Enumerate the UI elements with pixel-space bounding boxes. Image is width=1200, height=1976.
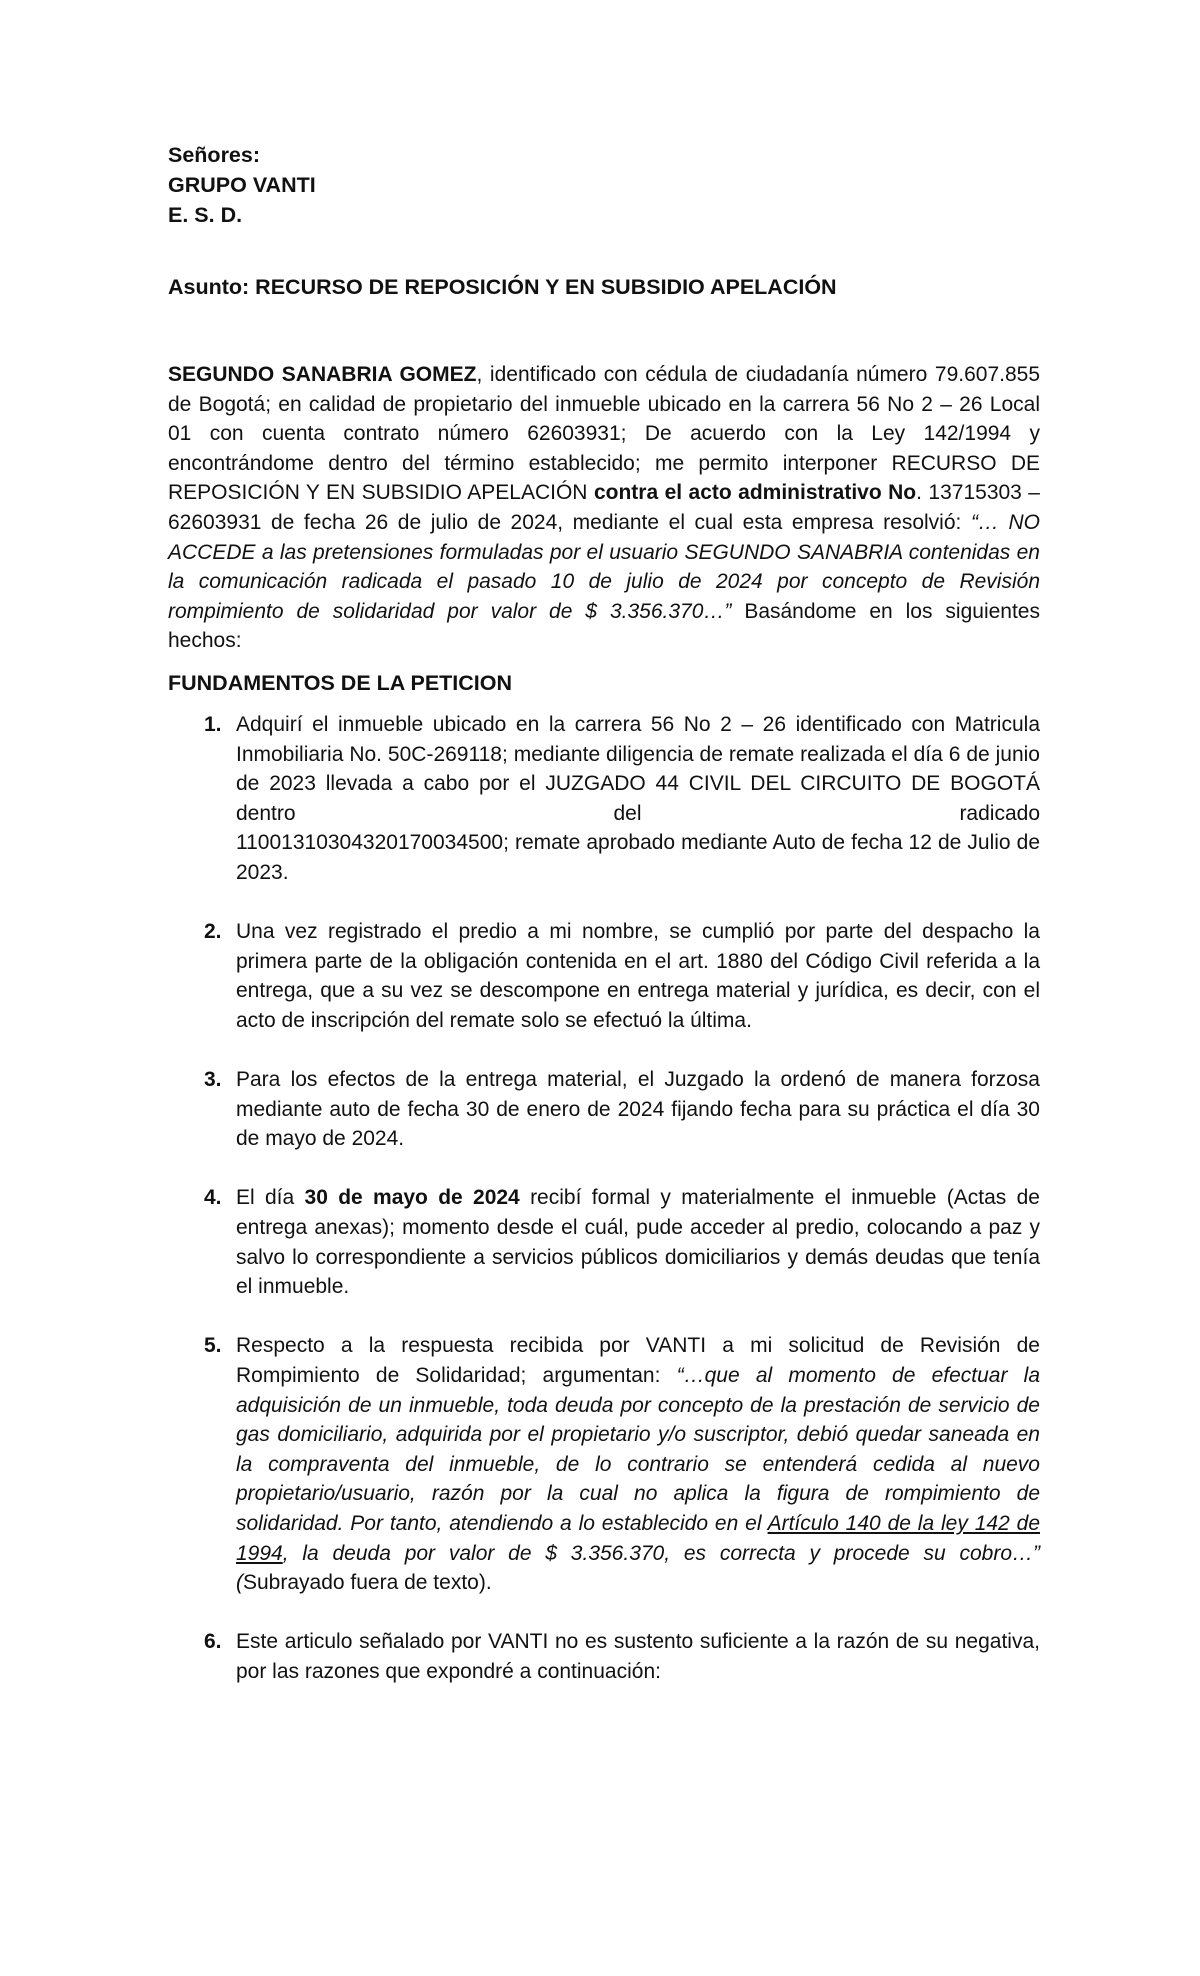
item-5-law-reference: Artículo 140 de la ley 142 de 1994 [236,1511,1040,1565]
list-item-2 [168,917,1040,1035]
list-item-1 [168,710,1040,888]
subject-line: Asunto: RECURSO DE REPOSICIÓN Y EN SUBSIDIO APELACIÓN [168,275,837,299]
list-number: 4. [204,1186,222,1210]
list-number: 5. [204,1334,222,1358]
item-6-text: Este articulo señalado por VANTI no es sustento suficiente a la razón de su negativa, por las razones que expondré a continuación: [236,1630,1040,1683]
recipient-abbrev: E. S. D. [168,203,243,227]
list-item-6 [168,1627,1040,1686]
item-1-text-a: Adquirí el inmueble ubicado en la carrera 56 No 2 – 26 identificado con Matricula Inmobiliaria No. 50C-269118; mediante diligencia de remate realizada el día 6 de junio de 2023 llevada a cabo por el JUZGADO 44 CIVIL DEL CIRCUITO DE BOGOTÁ dentro del radicado [236,712,1040,825]
facts-list [168,710,1040,1687]
intro-bold-1: contra el acto administrativo No [593,481,917,505]
intro-paragraph [168,360,1040,656]
list-number: 6. [204,1630,222,1654]
petitioner-name: SEGUNDO SANABRIA GOMEZ [168,363,477,386]
item-4-date: 30 de mayo de 2024 [304,1186,520,1210]
item-5-quote-2: , la deuda por valor de $ 3.356.370, es correcta y procede su cobro…” ( [236,1541,1040,1595]
list-number: 1. [204,712,222,736]
intro-text-2: . 13715303 – 62603931 de fecha 26 de julio de 2024, mediante el cual esta empresa resolvió: [168,481,1040,534]
intro-text-3: Basándome en los siguientes hechos: [168,599,1040,653]
recipient-company: GRUPO VANTI [168,173,316,197]
list-number: 3. [204,1068,222,1092]
document-body [168,140,1040,1716]
intro-quote: “… NO ACCEDE a las pretensiones formuladas por el usuario SEGUNDO SANABRIA contenidas en la comunicación radicada el pasado 10 de julio de 2024 por concepto de Revisión rompimiento de solidaridad por valor de $ 3.356.370…” [168,510,1040,623]
salutation: Señores: [168,143,261,167]
item-5-quote-1: “…que al momento de efectuar la adquisición de un inmueble, toda deuda por concepto de la prestación de servicio de gas domiciliario, adquirida por el propietario y/o suscriptor, debió quedar saneada en la compraventa del inmueble, de lo contrario se entenderá cedida al nuevo propietario/usuario, razón por la cual no aplica la figura de rompimiento de solidaridad. Por tanto, atendiendo a lo establecido en el [236,1364,1040,1535]
list-number: 2. [204,920,222,944]
item-1-text-b: 11001310304320170034500; remate aprobado mediante Auto de fecha 12 de Julio de 2023. [236,831,1040,884]
item-4-text-a: El día [236,1186,305,1210]
list-item-5 [168,1331,1040,1597]
item-5-text-a: Respecto a la respuesta recibida por VANTI a mi solicitud de Revisión de Rompimiento de Solidaridad; argumentan: [236,1334,1040,1387]
item-2-text: Una vez registrado el predio a mi nombre, se cumplió por parte del despacho la primera parte de la obligación contenida en el art. 1880 del Código Civil referida a la entrega, que a su vez se descompone en entrega material y jurídica, es decir, con el acto de inscripción del remate solo se efectuó la última. [236,920,1040,1032]
section-heading: FUNDAMENTOS DE LA PETICION [168,670,513,695]
item-3-text: Para los efectos de la entrega material, el Juzgado la ordenó de manera forzosa mediante auto de fecha 30 de enero de 2024 fijando fecha para su práctica el día 30 de mayo de 2024. [236,1068,1040,1151]
list-item-4 [168,1183,1040,1301]
list-item-3 [168,1065,1040,1154]
intro-text-1: , identificado con cédula de ciudadanía número 79.607.855 de Bogotá; en calidad de propietario del inmueble ubicado en la carrera 56 No 2 – 26 Local 01 con cuenta contrato número 62603931; De acuerdo con la Ley 142/1994 y encontrándome dentro del término establecido; me permito interponer RECURSO DE REPOSICIÓN Y EN SUBSIDIO APELACIÓN [168,363,1041,505]
item-4-text-b: recibí formal y materialmente el inmueble (Actas de entrega anexas); momento desde el cuál, pude acceder al predio, colocando a paz y salvo lo correspondiente a servicios públicos domiciliarios y demás deudas que tenía el inmueble. [236,1186,1040,1299]
addressee-block [168,140,1040,230]
item-5-text-b: Subrayado fuera de texto). [243,1571,492,1595]
